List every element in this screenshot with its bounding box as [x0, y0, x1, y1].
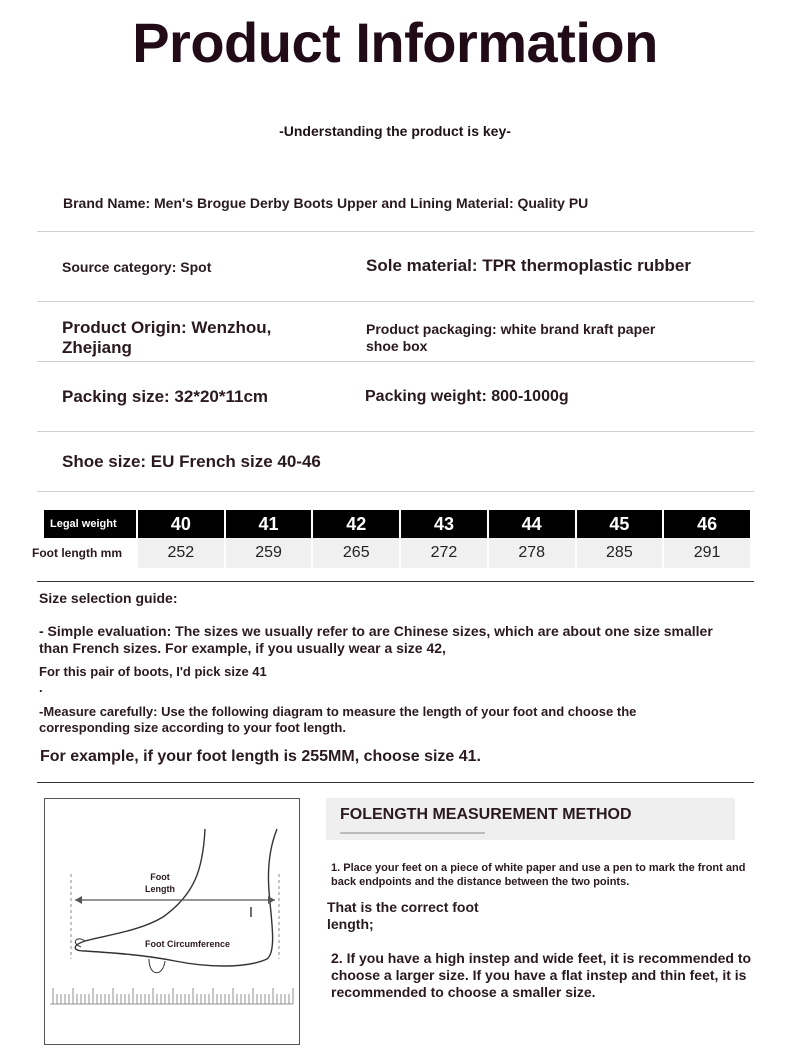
length-cell: 259: [226, 538, 312, 568]
foot-length-row: [44, 538, 750, 568]
divider: [37, 361, 754, 362]
spec-brand: Brand Name: Men's Brogue Derby Boots Upper and Lining Material: Quality PU: [63, 195, 589, 211]
page-subtitle: -Understanding the product is key-: [279, 123, 511, 139]
size-cell: 43: [401, 510, 487, 538]
length-cell: 272: [401, 538, 487, 568]
foot-circumference-label: Foot Circumference: [145, 939, 231, 949]
size-cell: 46: [664, 510, 750, 538]
size-cell: 45: [577, 510, 663, 538]
guide-heading: Size selection guide:: [39, 590, 178, 606]
arrow-right-icon: [268, 896, 275, 904]
divider: [37, 431, 754, 432]
size-cell: 42: [313, 510, 399, 538]
spec-source: Source category: Spot: [62, 259, 212, 275]
divider: [37, 231, 754, 232]
size-cell: 41: [226, 510, 312, 538]
size-table: [32, 510, 752, 568]
length-cell: 291: [664, 538, 750, 568]
size-cell: 44: [489, 510, 575, 538]
spec-packing-size: Packing size: 32*20*11cm: [62, 387, 269, 406]
foot-length-label: Foot length mm: [32, 546, 122, 560]
foot-diagram: [44, 798, 300, 1045]
spec-packing-weight: Packing weight: 800-1000g: [365, 388, 569, 405]
spec-shoe-size: Shoe size: EU French size 40-46: [62, 452, 321, 471]
divider: [37, 581, 754, 582]
size-cell: 40: [138, 510, 224, 538]
length-cell: 278: [489, 538, 575, 568]
guide-example: For example, if your foot length is 255MM, choose size 41.: [40, 748, 481, 765]
guide-dot: .: [39, 680, 43, 695]
divider: [37, 491, 754, 492]
spec-sole: Sole material: TPR thermoplastic rubber: [366, 256, 691, 275]
circumference-tape: [149, 959, 165, 973]
arrow-left-icon: [75, 896, 82, 904]
foot-illustration: [45, 799, 299, 1044]
method-step-1: 1. Place your feet on a piece of white paper and use a pen to mark the front and back endpoints and the distance between the two points.: [331, 862, 746, 888]
guide-measure: -Measure carefully: Use the following diagram to measure the length of your foot and choose the corresponding size according to your foot length.: [39, 704, 637, 735]
divider: [37, 301, 754, 302]
method-title: FOLENGTH MEASUREMENT METHOD: [340, 806, 632, 823]
foot-length-label-line: Foot: [150, 872, 170, 882]
method-step-2: 2. If you have a high instep and wide feet, it is recommended to choose a larger size. If you have a flat instep and thin feet, it is recommended to choose a smaller size.: [331, 950, 752, 1000]
ruler-icon: [50, 988, 293, 1004]
length-cell: 265: [313, 538, 399, 568]
length-cell: 285: [577, 538, 663, 568]
length-cell: 252: [138, 538, 224, 568]
spec-origin: Product Origin: Wenzhou, Zhejiang: [62, 318, 272, 357]
method-correct-length: That is the correct foot length;: [327, 899, 479, 932]
divider: [37, 782, 754, 783]
foot-length-label: [145, 871, 175, 895]
size-header-row: [44, 510, 750, 538]
method-underline: [340, 832, 485, 834]
guide-pick: For this pair of boots, I'd pick size 41: [39, 664, 267, 679]
foot-length-label-line: Length: [145, 884, 175, 894]
spec-packaging: Product packaging: white brand kraft paper shoe box: [366, 321, 656, 354]
legal-weight-label: Legal weight: [44, 510, 136, 538]
page-title: Product Information: [132, 11, 658, 74]
guide-simple: - Simple evaluation: The sizes we usually refer to are Chinese sizes, which are about one size smaller than French sizes. For example, if you usually wear a size 42,: [39, 623, 713, 656]
